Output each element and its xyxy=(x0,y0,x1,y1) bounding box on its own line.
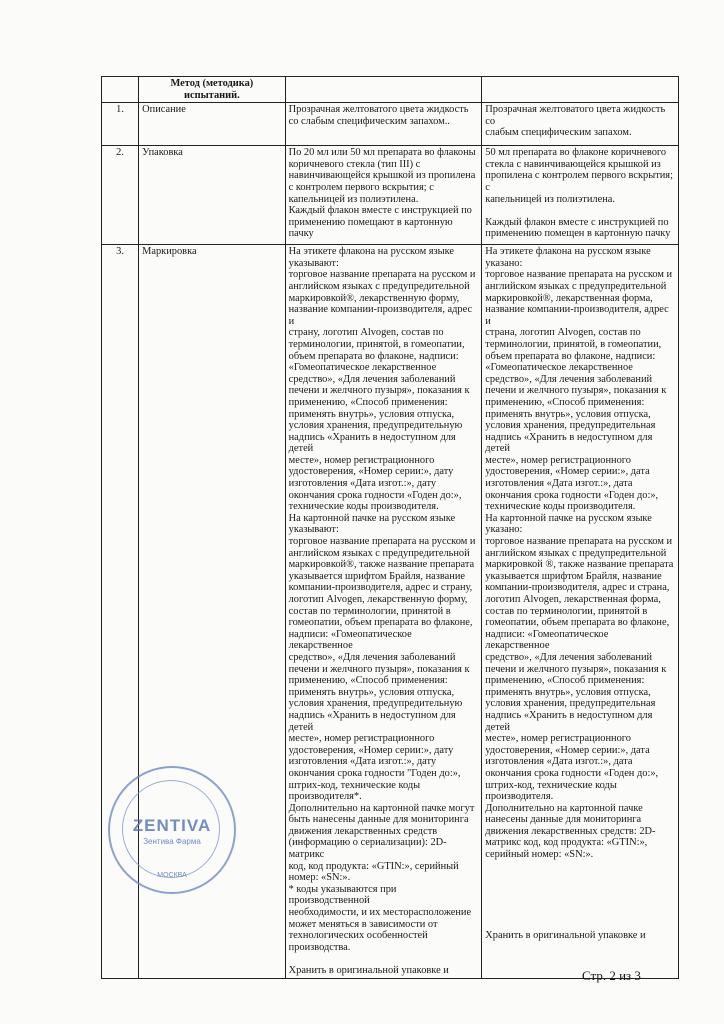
row-name: Упаковка xyxy=(139,146,286,245)
row-text-a: По 20 мл или 50 мл препарата во флаконы коричневого стекла (тип III) с навинчивающейся крышкой из пропилена с контролем первого вскрытия; с капельницей из полиэтилена. Каждый флакон вместе с инструкцией по применению помещают в картонную пачку xyxy=(285,146,482,245)
table-row-packaging xyxy=(102,146,679,245)
row-name: Описание xyxy=(139,103,286,146)
header-num-cell xyxy=(102,77,139,103)
company-stamp xyxy=(108,766,236,894)
header-col-b xyxy=(482,77,679,103)
row-text-b: 50 мл препарата во флаконе коричневого стекла с навинчивающейся крышкой из пропилена с контролем первого вскрытия; с капельницей из полиэтилена. Каждый флакон вместе с инструкцией по применению помещен в картонную пачку xyxy=(482,146,679,245)
row-number: 3. xyxy=(102,245,139,978)
header-method-cell: Метод (методика) испытаний. xyxy=(139,77,286,103)
row-text-b: На этикете флакона на русском языке указано: торговое название препарата на русском и английском языках с предупредительной маркировкой®, лекарственная форма, название компании-производителя, адрес и страна, логотип Alvogen, состав по терминологии, принятой, в гомеопатии, объем препарата во флаконе, надписи: «Гомеопатическое лекарственное средство», «Для лечения заболеваний печени и желчного пузыря», показания к применению, «Способ применения: применять внутрь», условия отпуска, условия хранения, предупредительная надпись «Хранить в недоступном для детей месте», номер регистрационного удостоверения, «Номер серии:», дата изготовления «Дата изгот.:», дата окончания срока годности «Годен до:», технические коды производителя. На картонной пачке на русском языке указано: торговое название препарата на русском и английском языках с предупредительной маркировкой ®, также название препарата указывается шрифтом Брайля, название компании-производителя, адрес и страна, логотип Alvogen, лекарственная форма, состав по терминологии, принятой в гомеопатии, объем препарата во флаконе, надписи: «Гомеопатическое лекарственное средство», «Для лечения заболеваний печени и желчного пузыря», показания к применению, «Способ применения: применять внутрь», условия отпуска, условия хранения, предупредительная надпись «Хранить в недоступном для детей месте», номер регистрационного удостоверения, «Номер серии:», дата изготовления «Дата изгот.:», дата окончания срока годности «Годен до:», штрих-код, технические коды производителя. Дополнительно на картонной пачке нанесены данные для мониторинга движения лекарственных средств: 2D- матрикс код, код продукта: «GTIN:», серийный номер: «SN:». Хранить в оригинальной упаковке и xyxy=(482,245,679,978)
row-name: Маркировка xyxy=(139,245,286,978)
table-header-row xyxy=(102,77,679,103)
row-number: 2. xyxy=(102,146,139,245)
header-col-a xyxy=(285,77,482,103)
stamp-brand: ZENTIVA xyxy=(132,816,212,835)
row-text-b: Прозрачная желтоватого цвета жидкость со слабым специфическим запахом. xyxy=(482,103,679,146)
stamp-subtitle: Зентива Фарма xyxy=(143,837,201,846)
page-number: Стр. 2 из 3 xyxy=(582,968,641,983)
row-text-a: На этикете флакона на русском языке указывают: торговое название препарата на русском и английском языках с предупредительной маркировкой®, лекарственную форму, название компании-производителя, адрес и страну, логотип Alvogen, состав по терминологии, принятой, в гомеопатии, объем препарата во флаконе, надписи: «Гомеопатическое лекарственное средство», «Для лечения заболеваний печени и желчного пузыря», показания к применению, «Способ применения: применять внутрь», условия отпуска, условия хранения, предупредительную надпись «Хранить в недоступном для детей месте», номер регистрационного удостоверения, «Номер серии:», дату изготовления «Дата изгот.:», дату окончания срока годности «Годен до:», технические коды производителя. На картонной пачке на русском языке указывают: торговое название препарата на русском и английском языках с предупредительной маркировкой®, также название препарата указывается шрифтом Брайля, название компании-производителя, адрес и страну, логотип Alvogen, лекарственную форму, состав по терминологии, принятой в гомеопатии, объем препарата во флаконе, надписи: «Гомеопатическое лекарственное средство», «Для лечения заболеваний печени и желчного пузыря», показания к применению, «Способ применения: применять внутрь», условия отпуска, условия хранения, предупредительную надпись «Хранить в недоступном для детей месте», номер регистрационного удостоверения, «Номер серии:», дату изготовления «Дата изгот.:», дату окончания срока годности "Годен до:», штрих-код, технические коды производителя*. Дополнительно на картонной пачке могут быть нанесены данные для мониторинга движения лекарственных средств (информацию о сериализации): 2D-матрикс код, код продукта: «GTIN:», серийный номер: «SN:». * коды указываются при производственной необходимости, и их месторасположение может меняться в зависимости от технологических особенностей производства. Хранить в оригинальной упаковке и xyxy=(285,245,482,978)
row-number: 1. xyxy=(102,103,139,146)
stamp-city: МОСКВА xyxy=(157,872,187,879)
table-row-description xyxy=(102,103,679,146)
row-text-a: Прозрачная желтоватого цвета жидкость со слабым специфическим запахом.. xyxy=(285,103,482,146)
